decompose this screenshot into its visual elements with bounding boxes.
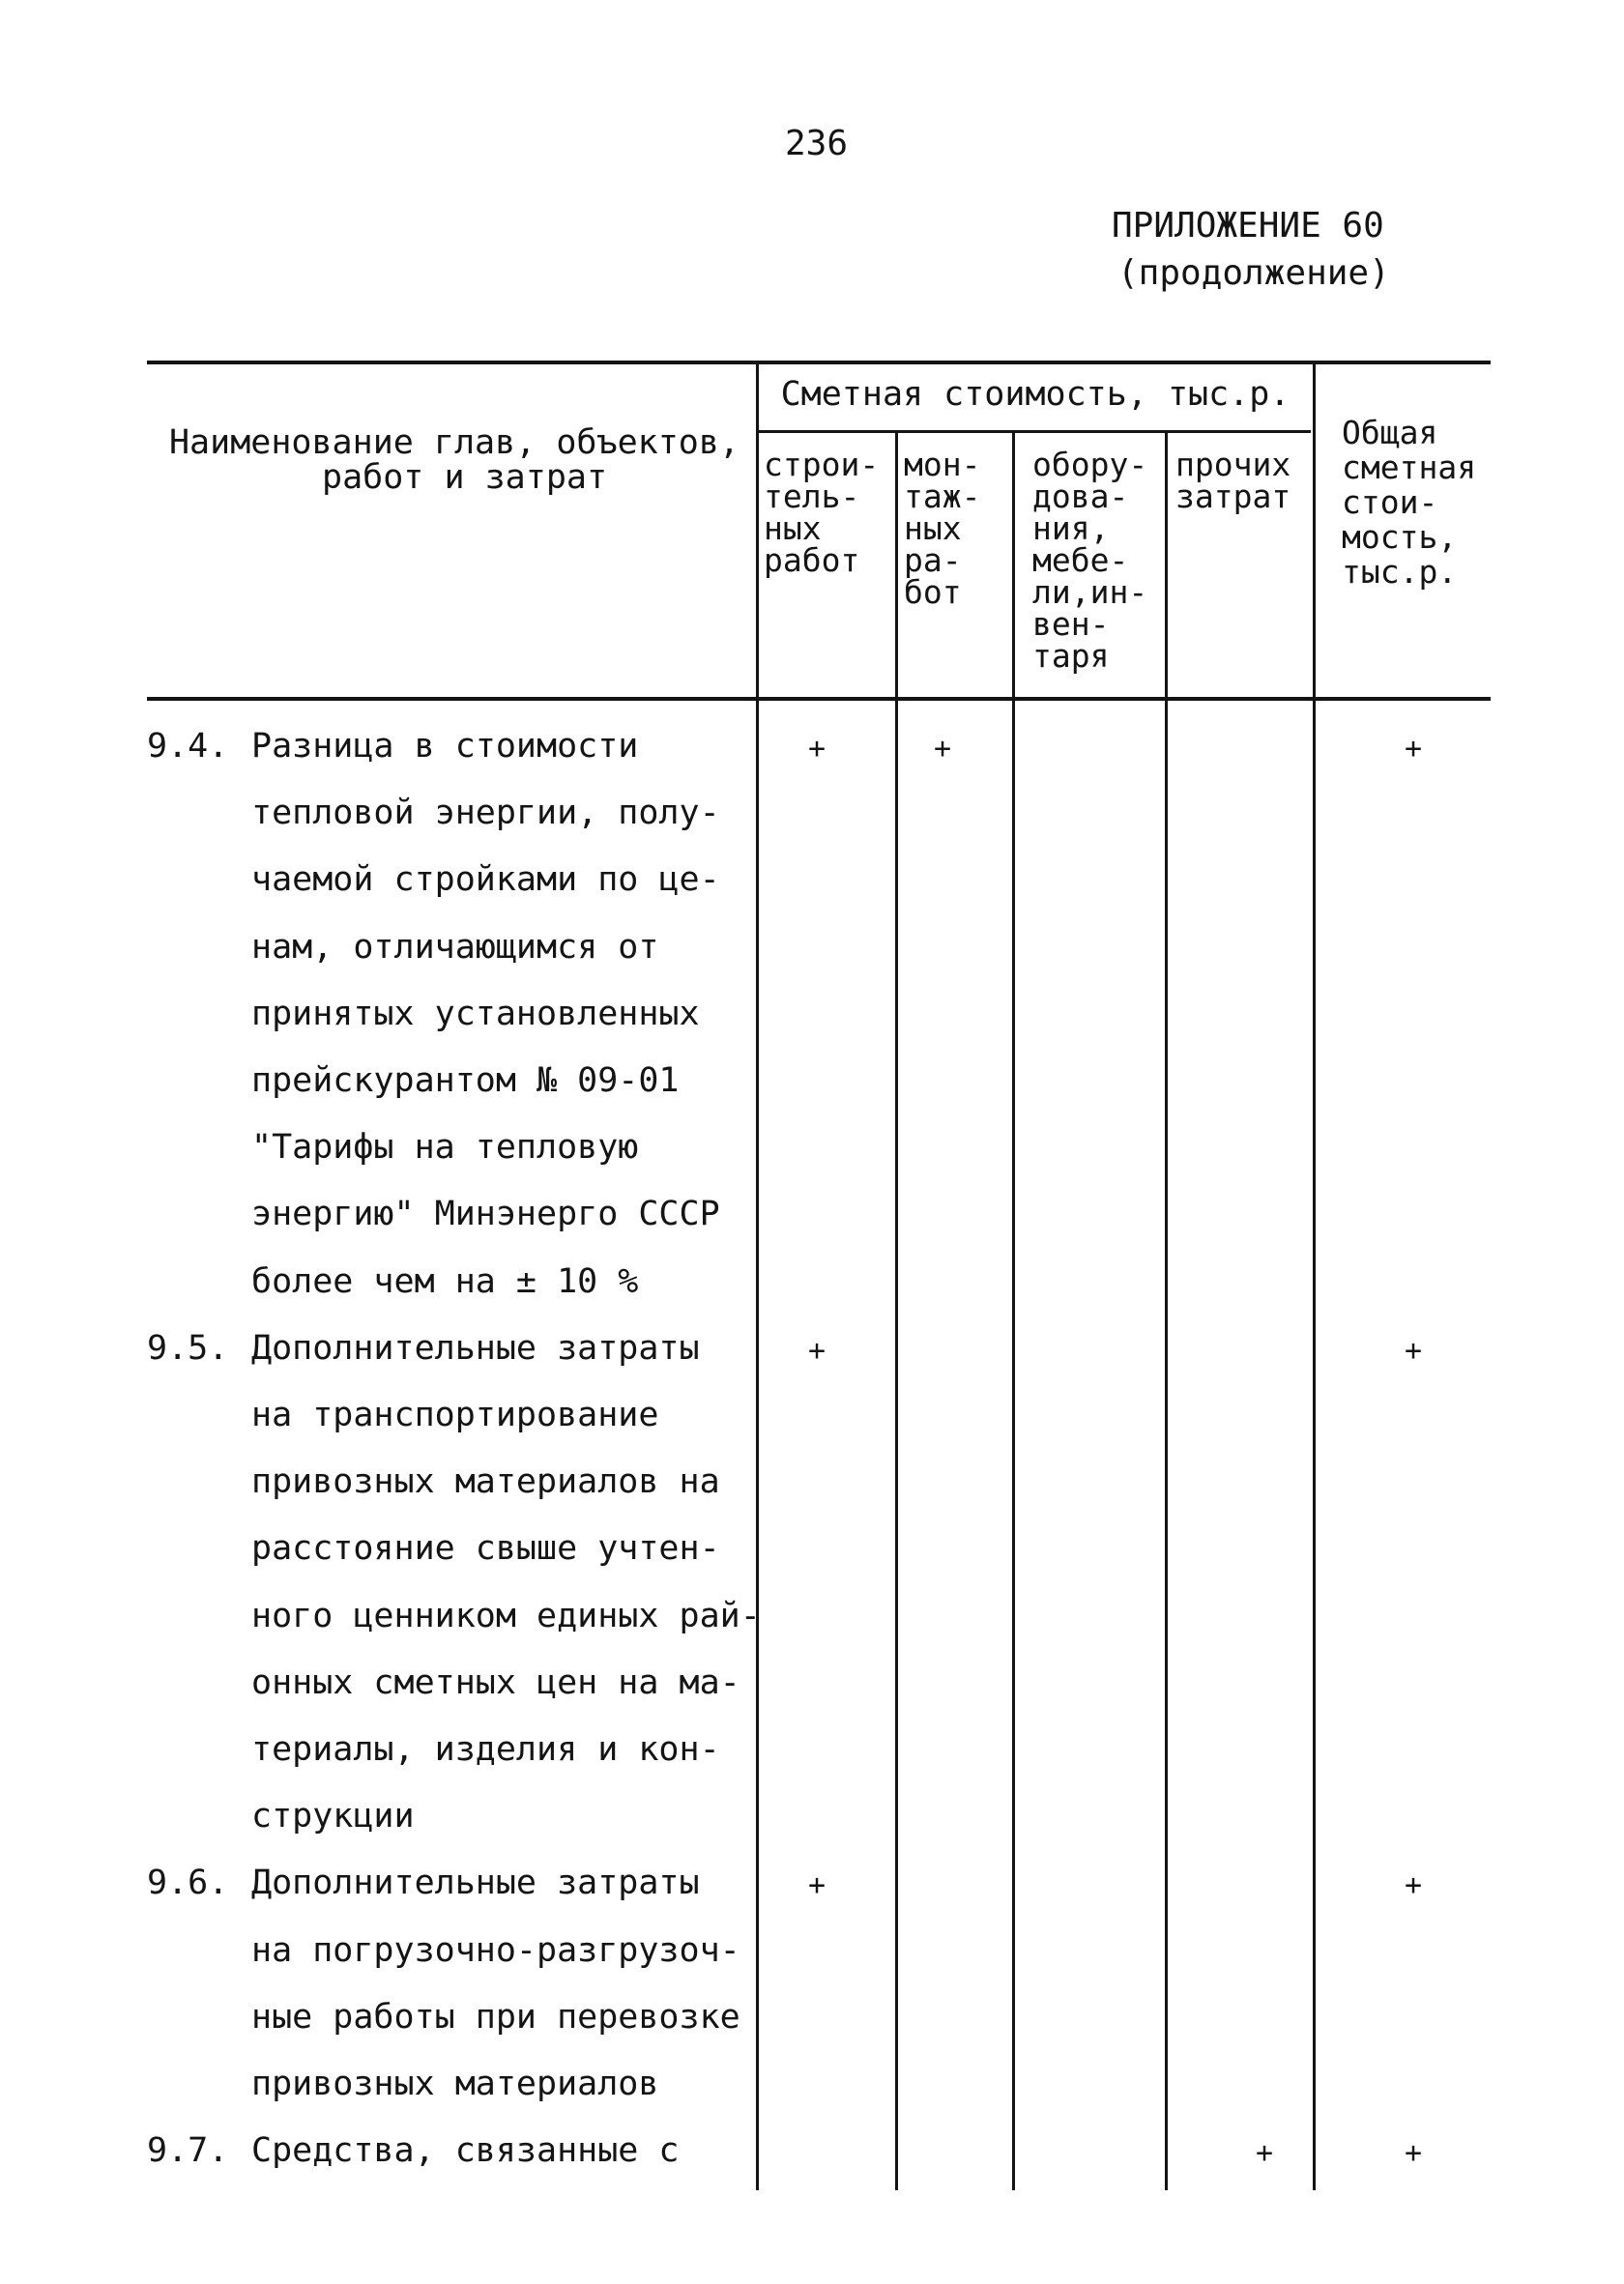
column-header-equipment: обору- дова- ния, мебе- ли,ин- вен- таря bbox=[1032, 446, 1148, 675]
row-text-line: более чем на ± 10 % bbox=[251, 1261, 639, 1301]
row-number: 9.7. bbox=[147, 2131, 229, 2171]
table-top-rule bbox=[147, 361, 1491, 364]
column-header-installation: мон- таж- ных ра- бот bbox=[904, 446, 981, 611]
column-header-construction: строи- тель- ных работ bbox=[764, 446, 880, 579]
row-text-line: прейскурантом № 09-01 bbox=[251, 1061, 680, 1100]
column-divider bbox=[1313, 363, 1316, 2190]
row-text-line: Дополнительные затраты bbox=[251, 1864, 700, 1903]
row-text-line: расстояние свыше учтен- bbox=[251, 1529, 720, 1569]
column-divider bbox=[1165, 431, 1168, 2190]
cost-mark: + bbox=[1405, 1868, 1423, 1903]
column-header-total: Общая сметная стои- мость, тыс.р. bbox=[1342, 414, 1477, 591]
group-header: Сметная стоимость, тыс.р. bbox=[780, 375, 1290, 414]
row-number: 9.6. bbox=[147, 1864, 229, 1903]
row-text-line: энергию" Минэнерго СССР bbox=[251, 1195, 720, 1234]
row-text-line: ные работы при перевозке bbox=[251, 1997, 740, 2037]
appendix-heading bbox=[1112, 205, 1390, 294]
row-text-line: на погрузочно-разгрузоч- bbox=[251, 1930, 740, 1970]
group-header-rule bbox=[758, 430, 1311, 433]
page-number: 236 bbox=[785, 124, 849, 163]
row-text-line: онных сметных цен на ма- bbox=[251, 1662, 740, 1702]
row-text-line: Разница в стоимости bbox=[251, 727, 639, 766]
cost-mark: + bbox=[1405, 2136, 1423, 2171]
cost-mark: + bbox=[808, 732, 826, 766]
row-text-line: Средства, связанные с bbox=[251, 2131, 680, 2171]
row-text-line: на транспортирование bbox=[251, 1396, 659, 1434]
row-text-line: Дополнительные затраты bbox=[251, 1328, 700, 1368]
row-text-line: ного ценником единых рай- bbox=[251, 1596, 761, 1635]
row-number: 9.5. bbox=[147, 1328, 229, 1368]
header-bottom-rule bbox=[147, 697, 1491, 701]
cost-mark: + bbox=[1405, 1333, 1423, 1368]
row-text-line: принятых установленных bbox=[251, 994, 700, 1033]
cost-mark: + bbox=[1405, 732, 1423, 766]
row-text-line: привозных материалов bbox=[251, 2065, 659, 2103]
row-text-line: "Тарифы на тепловую bbox=[251, 1128, 639, 1168]
row-number: 9.4. bbox=[147, 727, 229, 766]
row-text-line: тепловой энергии, полу- bbox=[251, 794, 720, 833]
row-text-line: струкции bbox=[251, 1797, 415, 1836]
row-text-line: чаемой стройками по це- bbox=[251, 860, 720, 900]
cost-mark: + bbox=[808, 1868, 826, 1903]
cost-mark: + bbox=[1256, 2136, 1274, 2171]
appendix-title: ПРИЛОЖЕНИЕ 60 bbox=[1112, 206, 1384, 246]
column-divider bbox=[1012, 431, 1015, 2190]
row-text-line: привозных материалов на bbox=[251, 1462, 720, 1502]
row-text-line: нам, отличающимся от bbox=[251, 927, 659, 967]
cost-mark: + bbox=[934, 732, 952, 766]
appendix-note: (продолжение) bbox=[1117, 253, 1390, 294]
cost-mark: + bbox=[808, 1333, 826, 1368]
name-column-header: Наименование глав, объектов, работ и затрат bbox=[168, 423, 740, 497]
row-text-line: териалы, изделия и кон- bbox=[251, 1730, 720, 1769]
column-divider bbox=[895, 431, 898, 2190]
column-header-other: прочих затрат bbox=[1175, 446, 1291, 515]
column-divider bbox=[756, 363, 759, 2190]
